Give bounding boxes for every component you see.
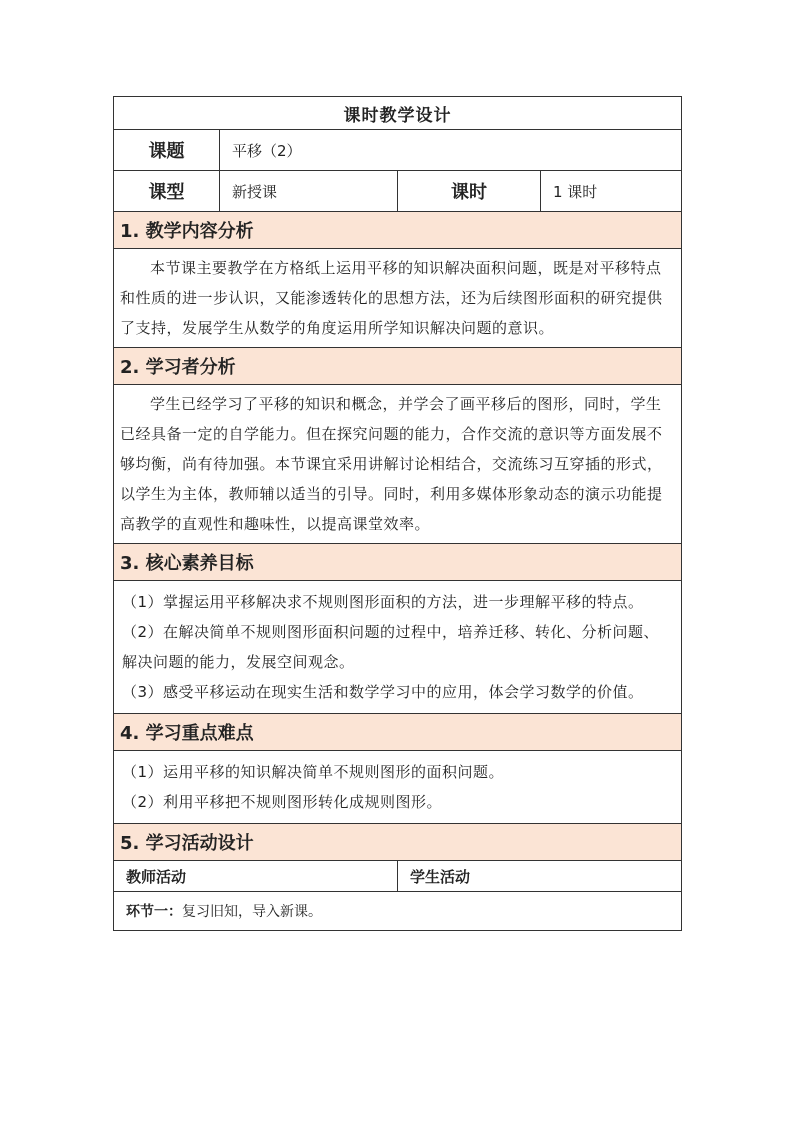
lesson-type-value: 新授课 [220,171,398,212]
lesson-plan-table [113,96,682,931]
lesson-type-label: 课型 [114,171,220,212]
core-goals-list [114,581,682,714]
section-heading-content-analysis: 1. 教学内容分析 [114,212,682,249]
class-hours-value: 1 课时 [541,171,682,212]
stage-one-label: 环节一： [126,904,182,920]
key-point-item: （2）利用平移把不规则图形转化成规则图形。 [122,793,443,811]
core-goal-item: （1）掌握运用平移解决求不规则图形面积的方法，进一步理解平移的特点。 [122,593,644,611]
core-goal-item: （3）感受平移运动在现实生活和数学学习中的应用，体会学习数学的价值。 [122,683,644,701]
document-title: 课时教学设计 [114,97,682,130]
key-points-list [114,751,682,824]
class-hours-label: 课时 [398,171,541,212]
section-heading-learner-analysis: 2. 学习者分析 [114,348,682,385]
topic-label: 课题 [114,130,220,171]
section-heading-key-points: 4. 学习重点难点 [114,714,682,751]
content-analysis-text: 本节课主要教学在方格纸上运用平移的知识解决面积问题，既是对平移特点和性质的进一步认识，又能渗透转化的思想方法，还为后续图形面积的研究提供了支持，发展学生从数学的角度运用所学知识解决问题的意识。 [114,249,682,348]
lesson-plan-document [113,96,681,931]
section-heading-core-goals: 3. 核心素养目标 [114,544,682,581]
teacher-activity-header: 教师活动 [114,861,398,892]
stage-one-text: 复习旧知，导入新课。 [182,904,322,920]
learner-analysis-text: 学生已经学习了平移的知识和概念，并学会了画平移后的图形，同时，学生已经具备一定的自学能力。但在探究问题的能力，合作交流的意识等方面发展不够均衡，尚有待加强。本节课宜采用讲解讨论相结合，交流练习互穿插的形式，以学生为主体，教师辅以适当的引导。同时，利用多媒体形象动态的演示功能提高教学的直观性和趣味性，以提高课堂效率。 [114,385,682,544]
key-point-item: （1）运用平移的知识解决简单不规则图形的面积问题。 [122,763,505,781]
student-activity-header: 学生活动 [398,861,682,892]
core-goal-item: （2）在解决简单不规则图形面积问题的过程中，培养迁移、转化、分析问题、解决问题的能力，发展空间观念。 [122,623,660,671]
stage-one-row [114,892,682,931]
topic-value: 平移（2） [220,130,682,171]
section-heading-activity-design: 5. 学习活动设计 [114,824,682,861]
